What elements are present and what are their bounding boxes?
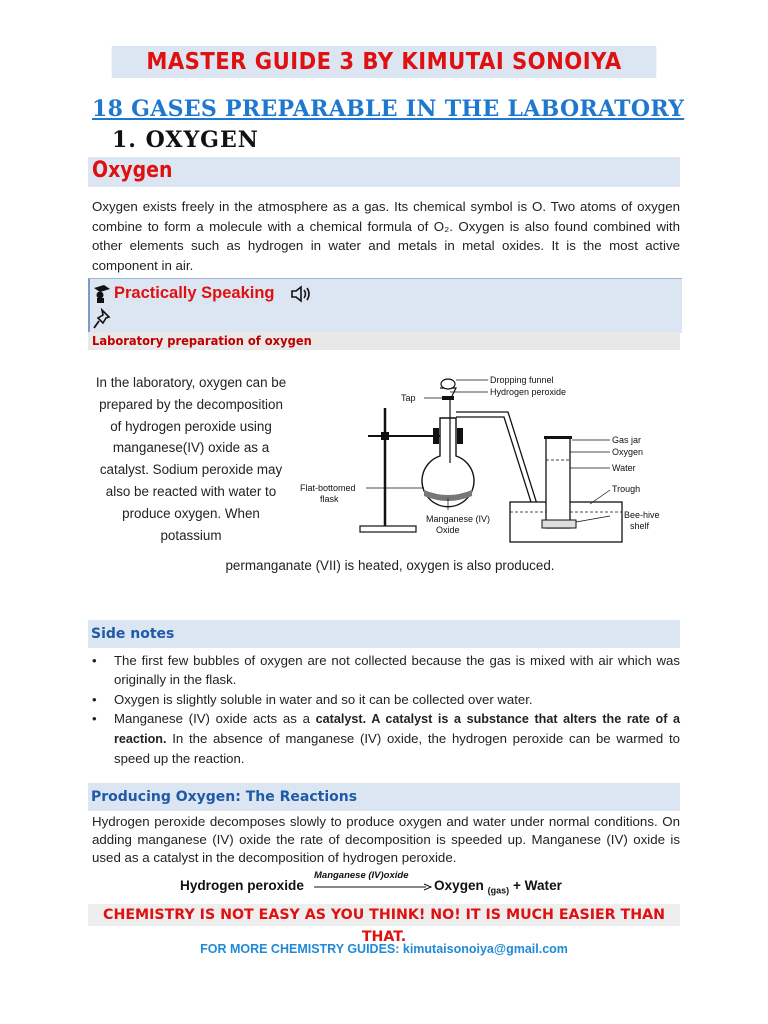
list-item: • Oxygen is slightly soluble in water and so it can be collected over water. — [92, 690, 680, 709]
equation-products: Oxygen $_{(gas)}$ + Water — [434, 878, 562, 896]
label-tap: Tap — [401, 393, 416, 403]
reactions-label: Producing Oxygen: The Reactions — [91, 789, 358, 805]
oxygen-heading: 1. OXYGEN — [112, 127, 259, 153]
label-hydrogen-peroxide: Hydrogen peroxide — [490, 387, 567, 397]
master-guide-title: MASTER GUIDE 3 BY KIMUTAI SONOIYA — [112, 46, 657, 78]
label-water: Water — [612, 463, 636, 473]
side-notes-list — [92, 651, 680, 769]
equation-reactant: Hydrogen peroxide — [180, 878, 304, 893]
teacher-icon — [92, 283, 112, 307]
label-trough: Trough — [612, 484, 641, 494]
oxygen-band — [88, 157, 680, 187]
label-dropping-funnel: Dropping funnel — [490, 375, 554, 385]
gases-title: 18 GASES PREPARABLE IN THE LABORATORY — [92, 96, 685, 122]
clamp-boss — [381, 432, 389, 440]
side-notes-band — [88, 620, 680, 648]
funnel-tap — [442, 396, 454, 400]
speaker-icon — [290, 285, 312, 307]
oxygen-apparatus-diagram — [290, 368, 690, 550]
intro-paragraph: Oxygen exists freely in the atmosphere as a gas. Its chemical symbol is O. Two atoms of oxygen combine to form a molecule with a chemical formula of O₂. Oxygen is also found combined with other elements such as hydrogen in water and metals in metal oxides. It is the most active component in air. — [92, 199, 680, 273]
funnel-bulb — [441, 379, 455, 389]
reaction-arrow-icon — [314, 883, 432, 891]
beehive-shelf — [542, 520, 576, 528]
clamp-jaw-left — [433, 428, 439, 444]
label-beehive: Bee-hive — [624, 510, 660, 520]
reactions-paragraph: Hydrogen peroxide decomposes slowly to produce oxygen and water under normal conditions. On adding manganese (IV) oxide the rate of decomposition is speeded up. Manganese (IV) oxide is used as a catalyst in the decomposition of hydrogen peroxide. — [92, 814, 680, 865]
list-item: • The first few bubbles of oxygen are not collected because the gas is mixed with air which was originally in the flask. — [92, 651, 680, 689]
lab-preparation-label: Laboratory preparation of oxygen — [92, 333, 312, 348]
gas-jar — [546, 438, 570, 528]
side-notes-label: Side notes — [91, 626, 175, 642]
slogan-banner: CHEMISTRY IS NOT EASY AS YOU THINK! NO! IT IS MUCH EASIER THAN THAT. — [88, 904, 680, 926]
reaction-equation — [180, 872, 600, 896]
label-manganese: Manganese (IV) — [426, 514, 491, 524]
lab-preparation-text-tail: permanganate (VII) is heated, oxygen is also produced. — [225, 558, 555, 573]
equation-catalyst: Manganese (IV)oxide — [314, 870, 409, 881]
label-oxide: Oxide — [436, 525, 460, 535]
label-flask: flask — [320, 494, 339, 504]
pin-icon — [92, 308, 112, 334]
clamp-jaw-right — [457, 428, 463, 444]
label-shelf: shelf — [630, 521, 650, 531]
stand-base — [360, 526, 416, 532]
label-oxygen: Oxygen — [612, 447, 644, 457]
label-gas-jar: Gas jar — [612, 435, 642, 445]
lab-preparation-text: In the laboratory, oxygen can be prepared by the decomposition of hydrogen peroxide using manganese(IV) oxide as a catalyst. Sodium peroxide may also be reacted with water to produce oxygen. When potassium — [95, 375, 287, 543]
practically-speaking-label: Practically Speaking — [114, 284, 275, 302]
list-item: • Manganese (IV) oxide acts as a catalyst. A catalyst is a substance that alters the rate of a reaction. In the absence of manganese (IV) oxide, the hydrogen peroxide can be warmed to speed up the reaction. — [92, 709, 680, 768]
oxygen-band-title: Oxygen — [92, 158, 173, 183]
label-flat-bottomed: Flat-bottomed — [300, 483, 356, 493]
footer-contact: FOR MORE CHEMISTRY GUIDES: kimutaisonoiya@gmail.com — [200, 942, 568, 956]
